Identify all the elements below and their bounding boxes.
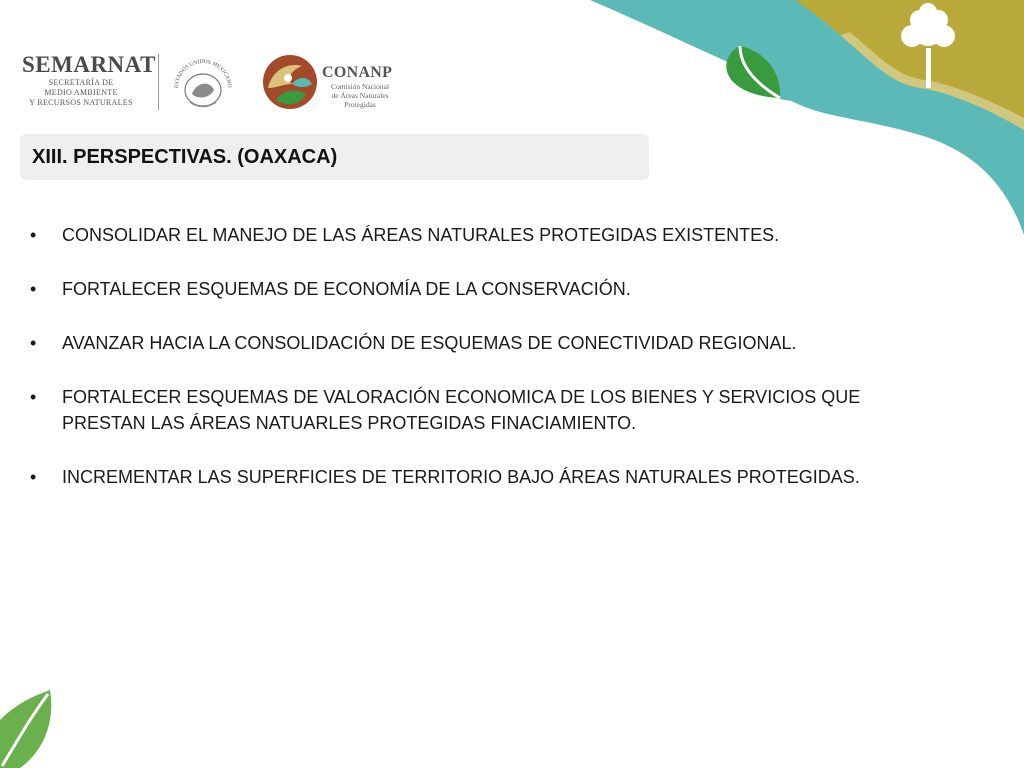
conanp-line-2: de Áreas Naturales [331, 91, 389, 100]
conanp-line-3: Protegidas [344, 100, 376, 109]
slide-title-bar [20, 134, 649, 180]
semarnat-line-2: MEDIO AMBIENTE [44, 88, 118, 97]
header-logos [22, 48, 422, 118]
bullet-item [30, 330, 910, 356]
conanp-line-1: Comisión Nacional [330, 82, 390, 91]
bullet-text: FORTALECER ESQUEMAS DE ECONOMÍA DE LA CONSERVACIÓN. [62, 279, 631, 299]
bullet-list [30, 222, 910, 518]
semarnat-line-3: Y RECURSOS NATURALES [29, 98, 133, 107]
svg-text:ESTADOS UNIDOS MEXICANOS [170, 54, 232, 88]
semarnat-logo [22, 52, 158, 108]
conanp-title: CONANP [322, 64, 393, 81]
bullet-item [30, 384, 910, 436]
bullet-text: CONSOLIDAR EL MANEJO DE LAS ÁREAS NATURALES PROTEGIDAS EXISTENTES. [62, 225, 780, 245]
semarnat-line-1: SECRETARÍA DE [48, 78, 114, 87]
conanp-logo [322, 64, 422, 109]
bullet-symbol: • [30, 467, 37, 487]
slide-title: XIII. PERSPECTIVAS. (OAXACA) [32, 145, 338, 168]
national-seal-icon [170, 54, 236, 112]
bullet-symbol: • [30, 333, 37, 353]
semarnat-title: SEMARNAT [22, 52, 156, 77]
bullet-item [30, 222, 910, 248]
leaf-icon-bottom [0, 690, 60, 768]
bullet-symbol: • [30, 279, 37, 299]
bullet-item [30, 464, 910, 490]
bullet-text: FORTALECER ESQUEMAS DE VALORACIÓN ECONOMICA DE LOS BIENES Y SERVICIOS QUE PRESTAN LAS ÁREAS NATUARLES PROTEGIDAS FINACIAMIENTO. [62, 387, 861, 433]
seal-text: ESTADOS UNIDOS MEXICANO [173, 58, 233, 89]
bullet-symbol: • [30, 225, 37, 245]
decorative-wave-banner [540, 0, 1024, 240]
bullet-text: INCREMENTAR LAS SUPERFICIES DE TERRITORIO BAJO ÁREAS NATURALES PROTEGIDAS. [62, 467, 860, 487]
bullet-item [30, 276, 910, 302]
bullet-symbol: • [30, 387, 37, 407]
logo-divider [158, 54, 159, 110]
conanp-emblem-icon [262, 54, 318, 110]
bullet-text: AVANZAR HACIA LA CONSOLIDACIÓN DE ESQUEMAS DE CONECTIVIDAD REGIONAL. [62, 333, 797, 353]
